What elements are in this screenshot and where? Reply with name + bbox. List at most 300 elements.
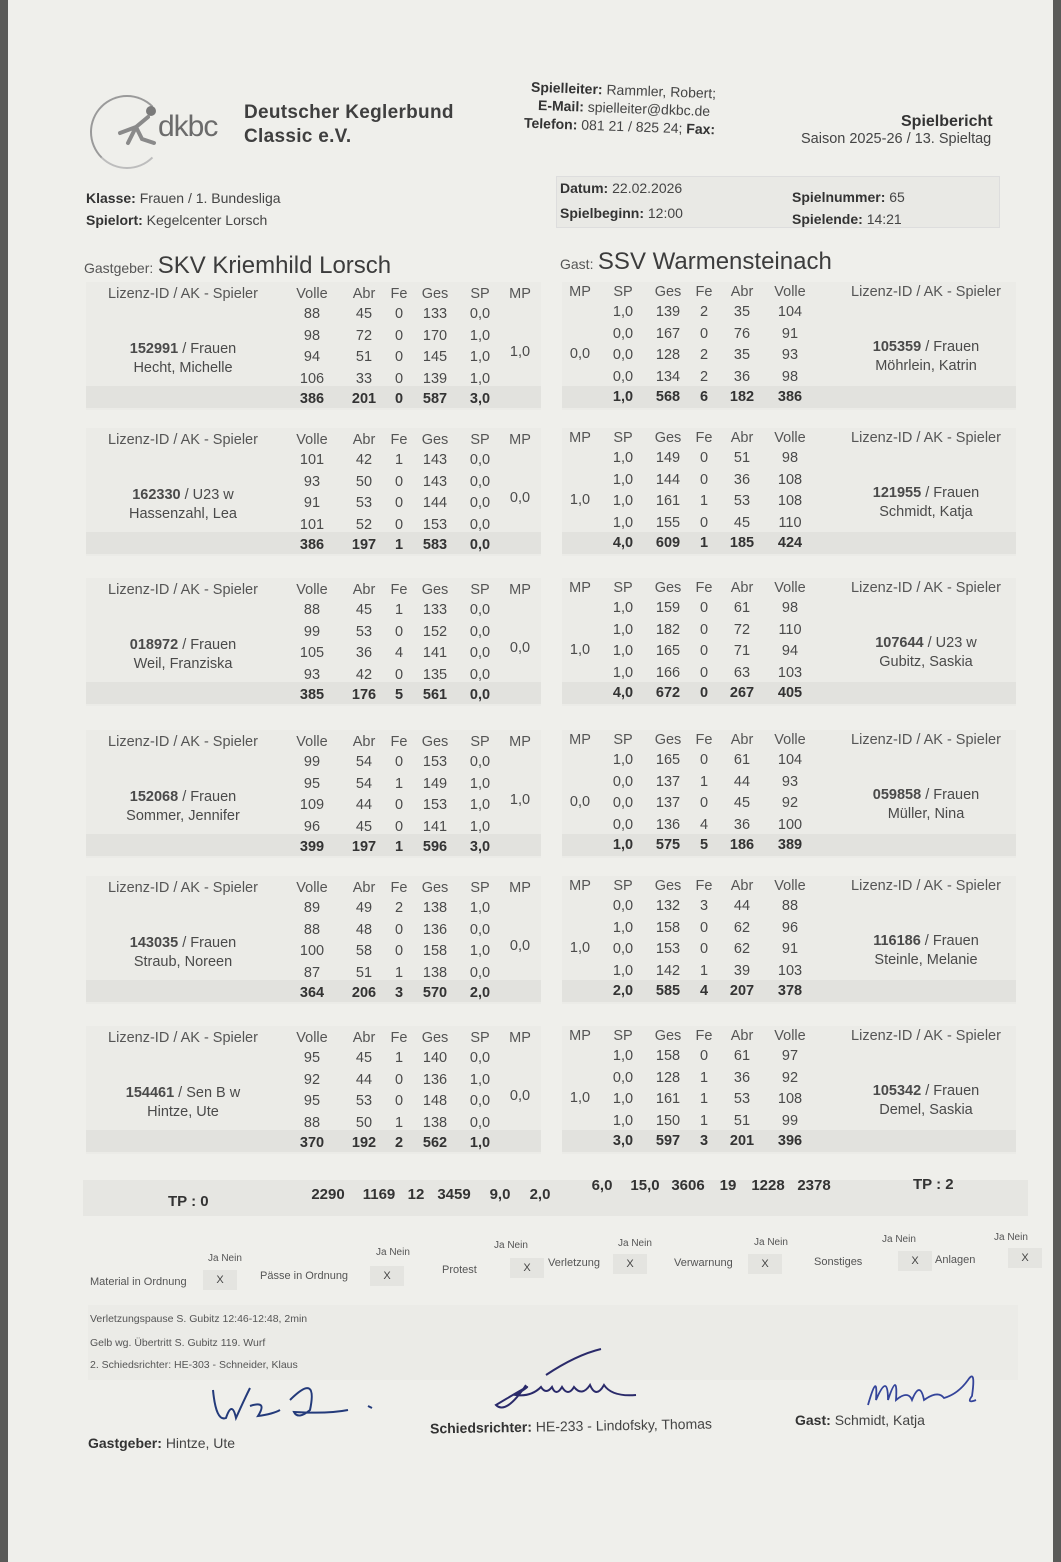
home-grand-total: 1169 [362,1186,396,1203]
guest-throw-cell: 100 [777,816,803,833]
ja-nein-header: Ja Nein [754,1237,788,1248]
guest-throw-cell: 1,0 [612,643,634,659]
guest-throw-cell: 166 [655,664,681,681]
guest-throw-cell: 1,0 [612,514,634,531]
guest-throw-cell: 128 [655,347,681,363]
report-title: Spielbericht [901,113,993,130]
referee-signature-label: Schiedsrichter: HE-233 - Lindofsky, Thomas [429,1415,713,1437]
guest-throw-cell: 132 [655,898,681,914]
home-col-header: Volle [296,286,328,302]
guest-mp-value: 1,0 [569,492,591,508]
home-player [93,340,273,378]
guest-col-header: MP [569,732,591,748]
home-throw-cell: 0 [394,797,404,813]
guest-throw-cell: 36 [733,471,751,488]
guest-grand-total: 6,0 [591,1177,613,1194]
home-total-cell: 197 [351,537,377,553]
home-throw-cell: 0,0 [469,964,491,981]
home-total-cell: 206 [351,985,377,1001]
home-throw-cell: 1,0 [469,943,491,959]
home-throw-cell: 45 [355,602,373,618]
guest-throw-cell: 36 [733,1069,751,1086]
guest-col-header: Volle [774,284,806,300]
guest-throw-cell: 96 [781,919,799,936]
home-throw-cell: 1 [394,1114,404,1131]
guest-player-name: Möhrlein, Katrin [875,358,977,374]
guest-license-id: 107644 [875,635,924,651]
home-throw-cell: 72 [355,327,373,344]
home-player [93,788,273,826]
guest-throw-cell: 104 [777,752,803,768]
home-throw-cell: 50 [355,1114,373,1131]
home-col-header: Fe [390,286,408,302]
home-grand-total: 2290 [311,1186,345,1203]
home-player [93,636,273,674]
home-player-name: Hassenzahl, Lea [128,506,237,522]
guest-throw-cell: 53 [733,493,751,509]
home-col-header: Volle [296,880,328,896]
home-mp-value: 1,0 [509,344,531,360]
guest-throw-cell: 104 [777,304,803,320]
guest-col-header: Fe [695,284,713,300]
guest-col-header: Volle [774,430,806,446]
check-mark: X [510,1258,544,1278]
home-total-cell: 364 [299,985,325,1001]
home-total-cell: 399 [299,839,325,855]
home-grand-total: 2,0 [529,1186,551,1203]
guest-throw-cell: 1,0 [612,1048,634,1064]
guest-throw-cell: 0,0 [612,773,634,790]
guest-col-header: MP [569,430,591,446]
guest-player [836,484,1016,522]
guest-total-cell: 389 [777,837,803,853]
home-throw-cell: 44 [355,797,373,813]
guest-throw-cell: 76 [733,325,751,342]
guest-throw-cell: 1,0 [612,1112,634,1129]
guest-mp-value: 1,0 [569,1090,591,1106]
home-total-cell: 3,0 [469,391,491,407]
guest-col-header: MP [569,878,591,894]
guest-throw-cell: 62 [733,919,751,936]
guest-col-header: MP [569,1028,591,1044]
klasse-line: Klasse: Frauen / 1. Bundesliga [86,190,281,206]
guest-throw-cell: 53 [733,1091,751,1107]
guest-col-header: Fe [695,430,713,446]
home-total-cell: 201 [351,391,377,407]
guest-player [836,786,1016,824]
home-throw-cell: 1,0 [469,327,491,344]
guest-throw-cell: 161 [655,493,681,509]
home-throw-cell: 89 [303,900,321,916]
home-throw-cell: 96 [303,818,321,835]
guest-throw-cell: 93 [781,347,799,363]
guest-col-header: Abr [730,580,754,596]
guest-tp: TP : 2 [913,1176,954,1193]
home-throw-cell: 2 [394,900,404,916]
guest-player [836,338,1016,376]
guest-total-cell: 267 [729,685,755,701]
guest-total-cell: 3,0 [612,1133,634,1149]
home-total-cell: 2 [394,1135,404,1151]
guest-throw-cell: 1,0 [612,304,634,320]
guest-total-cell: 1,0 [612,837,634,853]
home-throw-cell: 99 [303,623,321,640]
guest-throw-cell: 149 [655,450,681,466]
home-throw-cell: 58 [355,943,373,959]
home-throw-cell: 0,0 [469,623,491,640]
guest-mp-value: 0,0 [569,346,591,362]
guest-total-cell: 672 [655,685,681,701]
guest-throw-cell: 1,0 [612,1091,634,1107]
home-throw-cell: 0,0 [469,754,491,770]
home-throw-cell: 45 [355,818,373,835]
guest-total-cell: 386 [777,389,803,405]
home-grand-total: 12 [407,1186,425,1203]
spielnummer-line: Spielnummer: 65 [792,189,905,205]
guest-team: Gast: SSV Warmensteinach [560,248,832,275]
guest-col-header: Lizenz-ID / AK - Spieler [851,430,1001,446]
guest-col-header: Ges [654,284,682,300]
check-label: Sonstiges [814,1256,863,1268]
home-throw-cell: 0 [394,921,404,938]
home-throw-cell: 0,0 [469,516,491,533]
home-license-id: 143035 [129,935,179,951]
guest-throw-cell: 108 [777,493,803,509]
home-throw-cell: 148 [422,1093,448,1109]
home-total-cell: 2,0 [469,985,491,1001]
home-license-id: 152068 [129,789,179,805]
home-throw-cell: 0,0 [469,473,491,490]
home-col-header: MP [509,734,531,750]
guest-throw-cell: 35 [733,347,751,363]
guest-throw-cell: 158 [655,919,681,936]
home-mp-value: 0,0 [509,938,531,954]
guest-throw-cell: 0,0 [612,898,634,914]
guest-license-id: 116186 [873,933,921,949]
guest-age-class: / U23 w [923,635,977,651]
guest-col-header: Fe [695,580,713,596]
guest-throw-cell: 108 [777,1091,803,1107]
guest-col-header: Ges [654,430,682,446]
ja-nein-header: Ja Nein [494,1240,528,1251]
home-throw-cell: 0 [394,516,404,533]
home-age-class: / Sen B w [174,1085,241,1101]
home-throw-cell: 93 [303,666,321,683]
home-throw-cell: 99 [303,754,321,770]
home-col-header: Fe [390,1030,408,1046]
guest-col-header: Lizenz-ID / AK - Spieler [851,878,1001,894]
home-throw-cell: 1,0 [469,797,491,813]
guest-throw-cell: 4 [699,816,709,833]
home-throw-cell: 0 [394,1093,404,1109]
home-col-header: Ges [421,880,449,896]
guest-throw-cell: 142 [655,962,681,979]
home-col-header: Lizenz-ID / AK - Spieler [108,286,258,302]
home-throw-cell: 42 [355,452,373,468]
home-throw-cell: 0 [394,327,404,344]
guest-total-cell: 568 [655,389,681,405]
guest-mp-value: 1,0 [569,642,591,658]
guest-throw-cell: 51 [733,450,751,466]
home-throw-cell: 0,0 [469,1093,491,1109]
home-mp-value: 1,0 [509,792,531,808]
guest-throw-cell: 0 [699,664,709,681]
home-age-class: / Frauen [178,637,237,653]
home-throw-cell: 95 [303,1050,321,1066]
home-player-name: Weil, Franziska [133,656,233,672]
guest-total-cell: 185 [729,535,755,551]
home-throw-cell: 95 [303,775,321,792]
guest-mp-value: 0,0 [569,794,591,810]
home-col-header: Ges [421,432,449,448]
home-throw-cell: 88 [303,1114,321,1131]
home-throw-cell: 101 [299,452,325,468]
home-col-header: SP [470,432,490,448]
home-throw-cell: 0 [394,473,404,490]
guest-throw-cell: 45 [733,795,751,811]
home-col-header: SP [470,1030,490,1046]
guest-player-name: Müller, Nina [887,806,965,822]
home-throw-cell: 51 [355,964,373,981]
guest-throw-cell: 1 [699,1112,709,1129]
guest-throw-cell: 137 [655,795,681,811]
home-throw-cell: 87 [303,964,321,981]
home-throw-cell: 0 [394,349,404,365]
guest-throw-cell: 155 [655,514,681,531]
home-throw-cell: 152 [422,623,448,640]
guest-throw-cell: 150 [655,1112,681,1129]
guest-col-header: Fe [695,1028,713,1044]
home-col-header: SP [470,734,490,750]
guest-throw-cell: 153 [655,941,681,957]
guest-age-class: / Frauen [921,485,980,501]
check-mark: X [203,1270,237,1290]
home-col-header: Volle [296,1030,328,1046]
home-throw-cell: 136 [422,921,448,938]
guest-throw-cell: 1 [699,1069,709,1086]
guest-throw-cell: 98 [781,600,799,616]
guest-throw-cell: 182 [655,621,681,638]
home-player-name: Hecht, Michelle [133,360,233,376]
home-throw-cell: 1,0 [469,900,491,916]
guest-throw-cell: 92 [781,795,799,811]
guest-col-header: SP [613,430,633,446]
home-col-header: Abr [352,734,376,750]
guest-player-name: Schmidt, Katja [879,504,973,520]
home-tp: TP : 0 [168,1193,209,1210]
home-throw-cell: 0 [394,623,404,640]
home-throw-cell: 44 [355,1071,373,1088]
home-throw-cell: 45 [355,1050,373,1066]
home-col-header: Fe [390,432,408,448]
guest-throw-cell: 71 [733,643,751,659]
home-col-header: Abr [352,582,376,598]
home-throw-cell: 0,0 [469,1050,491,1066]
guest-age-class: / Frauen [921,787,980,803]
home-age-class: / U23 w [180,487,234,503]
guest-col-header: Lizenz-ID / AK - Spieler [851,1028,1001,1044]
guest-total-cell: 405 [777,685,803,701]
home-total-cell: 583 [422,537,448,553]
datum-line: Datum: 22.02.2026 [560,180,683,196]
guest-throw-cell: 36 [733,368,751,385]
guest-throw-cell: 98 [781,368,799,385]
home-throw-cell: 136 [422,1071,448,1088]
guest-mp-value: 1,0 [569,940,591,956]
home-signature [198,1370,378,1430]
home-throw-cell: 45 [355,306,373,322]
guest-total-cell: 396 [777,1133,803,1149]
home-col-header: MP [509,432,531,448]
home-throw-cell: 54 [355,775,373,792]
ja-nein-header: Ja Nein [882,1234,916,1245]
guest-throw-cell: 99 [781,1112,799,1129]
home-col-header: Lizenz-ID / AK - Spieler [108,432,258,448]
home-player-name: Hintze, Ute [147,1104,219,1120]
guest-throw-cell: 0 [699,643,709,659]
check-label: Verletzung [548,1257,600,1269]
home-total-cell: 1 [394,537,404,553]
guest-throw-cell: 44 [733,773,751,790]
guest-total-cell: 575 [655,837,681,853]
guest-throw-cell: 94 [781,643,799,659]
guest-throw-cell: 139 [655,304,681,320]
bowler-logo-icon [106,103,166,148]
home-throw-cell: 88 [303,602,321,618]
guest-age-class: / Frauen [921,1083,980,1099]
guest-player [836,932,1016,970]
guest-total-cell: 378 [777,983,803,999]
guest-age-class: / Frauen [921,339,980,355]
guest-throw-cell: 61 [733,600,751,616]
guest-total-cell: 0 [699,685,709,701]
home-throw-cell: 88 [303,306,321,322]
home-col-header: Ges [421,286,449,302]
guest-total-cell: 585 [655,983,681,999]
home-throw-cell: 1 [394,775,404,792]
home-col-header: SP [470,582,490,598]
guest-throw-cell: 0,0 [612,941,634,957]
home-player [93,934,273,972]
guest-age-class: / Frauen [920,933,979,949]
guest-col-header: Lizenz-ID / AK - Spieler [851,732,1001,748]
home-throw-cell: 0 [394,1071,404,1088]
guest-throw-cell: 0,0 [612,368,634,385]
guest-grand-total: 15,0 [630,1177,660,1194]
home-col-header: Ges [421,734,449,750]
email-line: E-Mail: spielleiter@dkbc.de [537,97,711,119]
guest-col-header: MP [569,580,591,596]
home-throw-cell: 0 [394,818,404,835]
guest-throw-cell: 1,0 [612,962,634,979]
home-throw-cell: 0,0 [469,452,491,468]
guest-throw-cell: 2 [699,347,709,363]
home-throw-cell: 109 [299,797,325,813]
season-info: Saison 2025-26 / 13. Spieltag [801,131,992,147]
guest-throw-cell: 158 [655,1048,681,1064]
home-throw-cell: 0,0 [469,666,491,683]
home-total-cell: 0 [394,391,404,407]
guest-throw-cell: 61 [733,752,751,768]
home-throw-cell: 1 [394,964,404,981]
guest-throw-cell: 136 [655,816,681,833]
guest-col-header: Abr [730,1028,754,1044]
guest-throw-cell: 2 [699,304,709,320]
home-col-header: Abr [352,880,376,896]
home-throw-cell: 1,0 [469,349,491,365]
guest-col-header: SP [613,580,633,596]
check-mark: X [898,1251,932,1271]
home-col-header: MP [509,582,531,598]
home-throw-cell: 0 [394,495,404,511]
home-throw-cell: 133 [422,602,448,618]
guest-throw-cell: 1,0 [612,752,634,768]
home-mp-value: 0,0 [509,640,531,656]
guest-col-header: SP [613,732,633,748]
home-throw-cell: 1 [394,452,404,468]
guest-throw-cell: 2 [699,368,709,385]
guest-throw-cell: 1,0 [612,621,634,638]
ja-nein-header: Ja Nein [994,1232,1028,1243]
check-label: Material in Ordnung [90,1276,187,1288]
home-player [93,1084,273,1122]
home-team: Gastgeber: SKV Kriemhild Lorsch [84,252,392,279]
federation-name-line2: Classic e.V. [244,126,352,147]
home-total-cell: 0,0 [469,687,491,703]
home-col-header: MP [509,286,531,302]
home-col-header: Fe [390,880,408,896]
home-throw-cell: 52 [355,516,373,533]
guest-throw-cell: 134 [655,368,681,385]
home-col-header: MP [509,880,531,896]
home-throw-cell: 0 [394,666,404,683]
guest-throw-cell: 1 [699,773,709,790]
guest-throw-cell: 0 [699,919,709,936]
guest-col-header: Fe [695,878,713,894]
home-throw-cell: 53 [355,495,373,511]
home-license-id: 154461 [125,1085,175,1101]
home-total-cell: 1 [394,839,404,855]
guest-throw-cell: 1,0 [612,471,634,488]
guest-license-id: 105359 [872,339,922,355]
guest-throw-cell: 3 [699,898,709,914]
guest-throw-cell: 108 [777,471,803,488]
guest-throw-cell: 92 [781,1069,799,1086]
home-total-cell: 197 [351,839,377,855]
guest-col-header: Abr [730,430,754,446]
guest-throw-cell: 0,0 [612,1069,634,1086]
guest-throw-cell: 1,0 [612,600,634,616]
home-throw-cell: 1,0 [469,775,491,792]
guest-throw-cell: 103 [777,664,803,681]
check-label: Protest [442,1264,477,1276]
home-total-cell: 0,0 [469,537,491,553]
guest-throw-cell: 144 [655,471,681,488]
guest-total-cell: 5 [699,837,709,853]
guest-signature-label: Gast: Schmidt, Katja [795,1412,925,1428]
check-mark: X [748,1254,782,1274]
home-throw-cell: 0 [394,943,404,959]
home-total-cell: 385 [299,687,325,703]
home-throw-cell: 149 [422,775,448,792]
guest-throw-cell: 1,0 [612,450,634,466]
guest-license-id: 105342 [872,1083,922,1099]
spielort-line: Spielort: Kegelcenter Lorsch [86,212,268,228]
home-throw-cell: 105 [299,645,325,661]
guest-grand-total: 1228 [751,1177,785,1194]
home-throw-cell: 51 [355,349,373,365]
home-total-cell: 5 [394,687,404,703]
